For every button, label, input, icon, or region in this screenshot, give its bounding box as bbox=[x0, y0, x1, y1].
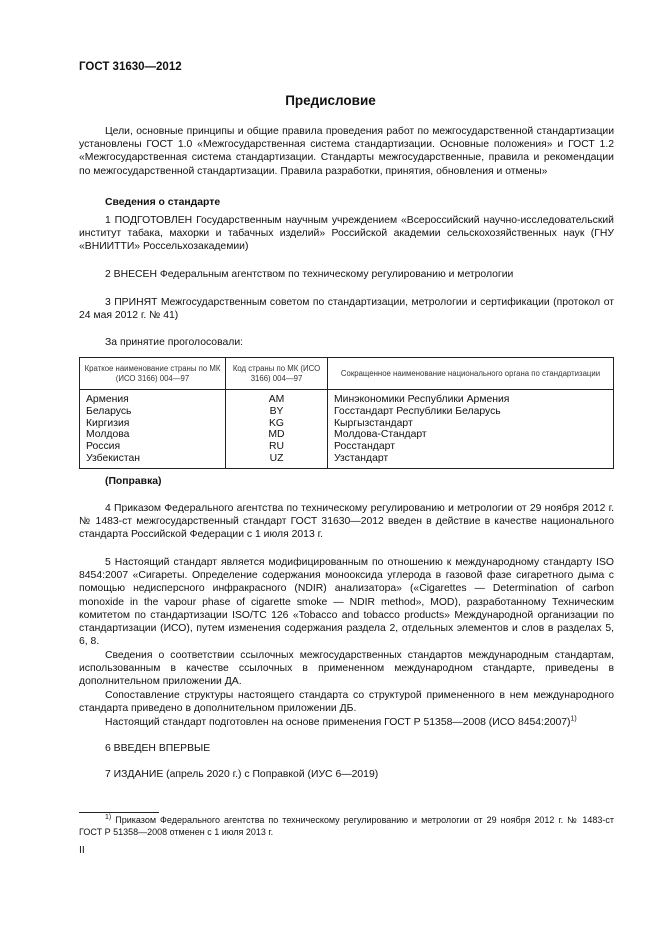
amendment-label: (Поправка) bbox=[105, 476, 162, 487]
table-row bbox=[80, 429, 614, 441]
voting-table bbox=[79, 357, 614, 469]
page-number: II bbox=[79, 845, 85, 856]
body-cell: Узстандарт bbox=[328, 453, 614, 468]
body-cell: Кыргызстандарт bbox=[328, 418, 614, 430]
section-heading: Сведения о стандарте bbox=[105, 197, 221, 208]
item-6-first-introduced: 6 ВВЕДЕН ВПЕРВЫЕ bbox=[105, 743, 211, 754]
country-cell: Молдова bbox=[80, 429, 226, 441]
body-cell: Госстандарт Республики Беларусь bbox=[328, 406, 614, 418]
intro-paragraph: Цели, основные принципы и общие правила проведения работ по межгосударственной стандартизации установлены ГОСТ 1.0 «Межгосударственная система стандартизации. Основные положения» и ГОСТ 1.2 «Межгосударственная система стандартизации. Стандарты межгосударственные, правила и рекомендации по межгосударственной стандартизации. Правила разработки, принятия, обновления и отмены» bbox=[79, 126, 614, 177]
item-5-structure: Сопоставление структуры настоящего стандарта со структурой примененного в нем международного стандарта приведено в дополнительном приложении ДБ. bbox=[79, 690, 614, 715]
country-cell: Узбекистан bbox=[80, 453, 226, 468]
page-title: Предисловие bbox=[285, 93, 376, 108]
table-row bbox=[80, 390, 614, 406]
country-cell: Беларусь bbox=[80, 406, 226, 418]
country-cell: Киргизия bbox=[80, 418, 226, 430]
table-header-row bbox=[80, 358, 614, 390]
code-cell: UZ bbox=[226, 453, 328, 468]
body-cell: Росстандарт bbox=[328, 441, 614, 453]
vote-label: За принятие проголосовали: bbox=[105, 337, 244, 348]
code-cell: RU bbox=[226, 441, 328, 453]
item-7-edition: 7 ИЗДАНИЕ (апрель 2020 г.) с Поправкой (ИУС 6—2019) bbox=[105, 769, 379, 780]
item-2-introduced: 2 ВНЕСЕН Федеральным агентством по техническому регулированию и метрологии bbox=[105, 269, 514, 280]
country-cell: Армения bbox=[80, 390, 226, 406]
code-cell: BY bbox=[226, 406, 328, 418]
item-1-prepared: 1 ПОДГОТОВЛЕН Государственным научным учреждением «Всероссийский научно-исследовательский институт табака, махорки и табачных изделий» Российской академии сельскохозяйственных наук (ГНУ «ВНИИТТИ» Россельхозакадемии) bbox=[79, 215, 614, 253]
country-cell: Россия bbox=[80, 441, 226, 453]
item-5-basis bbox=[79, 716, 614, 729]
item-5-references: Сведения о соответствии ссылочных межгосударственных стандартов международным стандартам, использованным в качестве ссылочных в примененном международном стандарте, приведены в дополнительном приложении ДА. bbox=[79, 650, 614, 688]
item-3-adopted: 3 ПРИНЯТ Межгосударственным советом по стандартизации, метрологии и сертификации (протокол от 24 мая 2012 г. № 41) bbox=[79, 297, 614, 322]
header-country: Краткое наименование страны по МК (ИСО 3166) 004—97 bbox=[80, 358, 226, 390]
item-4-order: 4 Приказом Федерального агентства по техническому регулированию и метрологии от 29 ноября 2012 г. № 1483-ст межгосударственный стандарт ГОСТ 31630—2012 введен в действие в качестве национального стандарта Российской Федерации с 1 июля 2013 г. bbox=[79, 503, 614, 541]
document-id: ГОСТ 31630—2012 bbox=[79, 61, 182, 73]
table-row bbox=[80, 453, 614, 468]
footnote-number: 1) bbox=[105, 814, 112, 821]
footnote-text: Приказом Федерального агентства по техническому регулированию и метрологии от 29 ноября 2012 г. № 1483-ст ГОСТ Р 51358—2008 отменен с 1 июля 2013 г. bbox=[79, 815, 614, 837]
body-cell: Минэкономики Республики Армения bbox=[328, 390, 614, 406]
code-cell: MD bbox=[226, 429, 328, 441]
body-cell: Молдова-Стандарт bbox=[328, 429, 614, 441]
code-cell: KG bbox=[226, 418, 328, 430]
header-standards-body: Сокращенное наименование национального органа по стандартизации bbox=[328, 358, 614, 390]
table-row bbox=[80, 406, 614, 418]
footnote-divider bbox=[79, 812, 159, 813]
footnote bbox=[79, 815, 614, 838]
code-cell: AM bbox=[226, 390, 328, 406]
footnote-marker: 1) bbox=[570, 715, 577, 723]
table-row bbox=[80, 418, 614, 430]
table-row bbox=[80, 441, 614, 453]
header-code: Код страны по МК (ИСО 3166) 004—97 bbox=[226, 358, 328, 390]
item-5-modified: 5 Настоящий стандарт является модифицированным по отношению к международному стандарту ISO 8454:2007 «Сигареты. Определение содержания монооксида углерода в газовой фазе сигаретного дыма с помощью недисперсного инфракрасного (NDIR) анализатора» («Cigarettes — Determination of carbon monoxide in the vapour phase of cigarette smoke — NDIR method», MOD), разработанному Техническим комитетом по стандартизации ISO/TC 126 «Tobacco and tobacco products» Международной организации по стандартизации (ИСО), путем изменения содержания раздела 2, отдельных элементов и слов в разделах 5, 6, 8. bbox=[79, 557, 614, 648]
item-5-basis-text: Настоящий стандарт подготовлен на основе применения ГОСТ Р 51358—2008 (ИСО 8454:2007) bbox=[105, 717, 571, 728]
